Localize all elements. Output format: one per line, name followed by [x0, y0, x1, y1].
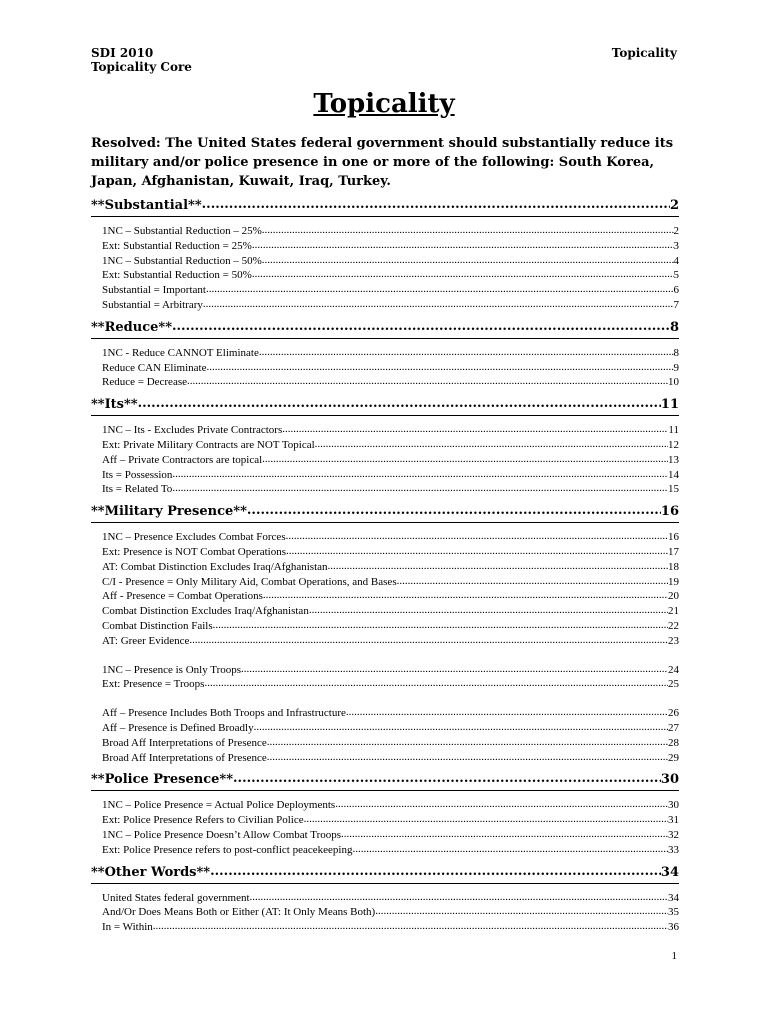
dot-leader	[335, 797, 668, 808]
toc-entry[interactable]	[91, 812, 679, 827]
toc-entry[interactable]	[91, 618, 679, 633]
header-event: SDI 2010	[91, 46, 154, 60]
toc-entry-page: 9	[673, 361, 679, 374]
toc-section-page: 8	[669, 319, 679, 335]
table-of-contents	[91, 196, 679, 940]
toc-entry-page: 15	[668, 483, 679, 496]
toc-section-heading[interactable]	[91, 395, 679, 413]
toc-entry-page: 12	[668, 438, 679, 451]
resolution-text: Resolved: The United States federal government should substantially reduce its military and/or police presence in one or more of the following: South Korea, Japan, Afghanistan, Kuwait, Iraq, Turkey.	[91, 136, 674, 189]
toc-entry-page: 30	[668, 799, 679, 812]
toc-section-page: 11	[660, 397, 679, 413]
dot-leader	[241, 662, 668, 673]
section-divider	[91, 790, 679, 791]
toc-entry-label: Reduce = Decrease	[102, 376, 187, 389]
dot-leader	[247, 502, 661, 515]
dot-leader	[153, 919, 668, 930]
dot-leader	[259, 345, 674, 356]
dot-leader	[328, 559, 668, 570]
dot-leader	[262, 223, 674, 234]
dot-leader	[263, 588, 668, 599]
toc-entry-page: 23	[668, 634, 679, 647]
dot-leader	[138, 395, 661, 408]
toc-entry[interactable]	[91, 267, 679, 282]
toc-entry[interactable]	[91, 253, 679, 268]
dot-leader	[262, 452, 668, 463]
toc-entry-label: Ext: Substantial Reduction = 50%	[102, 269, 252, 282]
toc-entry[interactable]	[91, 705, 679, 720]
toc-entry-page: 6	[673, 284, 679, 297]
dot-leader	[286, 544, 668, 555]
toc-entry[interactable]	[91, 797, 679, 812]
toc-entry[interactable]	[91, 282, 679, 297]
dot-leader	[254, 720, 668, 731]
toc-section-heading[interactable]	[91, 196, 679, 214]
dot-leader	[397, 574, 668, 585]
toc-section-page: 2	[669, 198, 679, 213]
section-spacer	[91, 934, 679, 940]
toc-section	[91, 318, 679, 395]
toc-entry-page: 29	[668, 751, 679, 764]
toc-section-label: **Reduce**	[91, 319, 172, 335]
dot-leader	[206, 360, 673, 371]
toc-entry[interactable]	[91, 238, 679, 253]
toc-entry[interactable]	[91, 842, 679, 857]
toc-entry[interactable]	[91, 633, 679, 648]
toc-entry-page: 35	[668, 906, 679, 919]
toc-entry-label: Its = Possession	[102, 468, 173, 481]
dot-leader	[262, 253, 674, 264]
dot-leader	[172, 318, 670, 331]
toc-entry-page: 8	[673, 346, 679, 359]
toc-section-page: 34	[660, 864, 679, 880]
section-divider	[91, 216, 679, 217]
toc-entry-label: Ext: Presence is NOT Combat Operations	[102, 545, 287, 558]
toc-entry-label: 1NC – Its - Excludes Private Contractors	[102, 424, 283, 437]
dot-leader	[267, 735, 668, 746]
toc-section-label: **Its**	[91, 397, 138, 413]
toc-entry[interactable]	[91, 422, 679, 437]
toc-entry-label: Broad Aff Interpretations of Presence	[102, 736, 267, 749]
toc-section-page: 16	[660, 504, 679, 520]
toc-entry[interactable]	[91, 223, 679, 238]
toc-section-label: **Police Presence**	[91, 772, 234, 788]
toc-section	[91, 863, 679, 940]
dot-leader	[203, 297, 674, 308]
toc-entry-label: C/I - Presence = Only Military Aid, Combat Operations, and Bases	[102, 575, 397, 588]
dot-leader	[204, 676, 668, 687]
toc-entry-page: 36	[668, 921, 679, 934]
toc-entry-page: 32	[668, 828, 679, 841]
dot-leader	[210, 863, 661, 876]
toc-entry-page: 26	[668, 707, 679, 720]
section-divider	[91, 338, 679, 339]
toc-entry-label: 1NC – Police Presence Doesn’t Allow Combat Troops	[102, 828, 342, 841]
section-divider	[91, 522, 679, 523]
dot-leader	[187, 374, 668, 385]
toc-entry[interactable]	[91, 360, 679, 375]
toc-entry[interactable]	[91, 662, 679, 677]
dot-leader	[309, 603, 668, 614]
toc-section	[91, 395, 679, 502]
toc-entry-label: 1NC – Substantial Reduction – 50%	[102, 254, 262, 267]
dot-leader	[189, 633, 668, 644]
section-divider	[91, 883, 679, 884]
toc-entry-label: 1NC – Police Presence = Actual Police Deployments	[102, 799, 336, 812]
toc-entry-label: Reduce CAN Eliminate	[102, 361, 207, 374]
dot-leader	[252, 267, 674, 278]
toc-entry[interactable]	[91, 559, 679, 574]
dot-leader	[206, 282, 674, 293]
toc-entry[interactable]	[91, 574, 679, 589]
toc-entry-page: 27	[668, 721, 679, 734]
dot-leader	[252, 238, 674, 249]
toc-entry-page: 3	[673, 239, 679, 252]
toc-entry-label: Ext: Private Military Contracts are NOT Topical	[102, 438, 315, 451]
toc-entry-label: 1NC - Reduce CANNOT Eliminate	[102, 346, 259, 359]
page-title: Topicality	[313, 89, 455, 119]
header-file-title: Topicality Core	[91, 60, 192, 74]
toc-section-label: **Military Presence**	[91, 504, 247, 520]
toc-entry-page: 18	[668, 560, 679, 573]
toc-entry-label: 1NC – Presence Excludes Combat Forces	[102, 531, 286, 544]
toc-entry[interactable]	[91, 544, 679, 559]
page-number: 1	[671, 950, 677, 962]
toc-entry-label: United States federal government	[102, 891, 250, 904]
dot-leader	[341, 827, 668, 838]
toc-entry-page: 28	[668, 736, 679, 749]
toc-entry-label: Ext: Police Presence refers to post-conflict peacekeeping	[102, 843, 353, 856]
toc-entry-label: Combat Distinction Excludes Iraq/Afghanistan	[102, 605, 309, 618]
toc-entry-page: 4	[673, 254, 679, 267]
toc-entry-page: 11	[668, 424, 679, 437]
toc-entry-label: Ext: Police Presence Refers to Civilian Police	[102, 814, 304, 827]
toc-entry-label: Combat Distinction Fails	[102, 619, 213, 632]
toc-section-heading[interactable]	[91, 770, 679, 788]
toc-entry-label: 1NC – Presence is Only Troops	[102, 663, 242, 676]
toc-entry-label: Ext: Substantial Reduction = 25%	[102, 239, 252, 252]
toc-entry[interactable]	[91, 588, 679, 603]
running-header-right: Topicality	[611, 46, 677, 60]
toc-entry[interactable]	[91, 345, 679, 360]
toc-entry-page: 5	[673, 269, 679, 282]
dot-leader	[315, 437, 668, 448]
group-spacer	[91, 691, 679, 705]
toc-section	[91, 770, 679, 862]
dot-leader	[172, 467, 668, 478]
dot-leader	[267, 750, 668, 761]
toc-entry[interactable]	[91, 904, 679, 919]
toc-entry-page: 22	[668, 619, 679, 632]
toc-entry-page: 31	[668, 814, 679, 827]
dot-leader	[375, 904, 668, 915]
toc-entry-label: Broad Aff Interpretations of Presence	[102, 751, 267, 764]
toc-entry-label: Its = Related To	[102, 483, 173, 496]
toc-entry-label: Ext: Presence = Troops	[102, 678, 205, 691]
toc-entry-page: 10	[668, 376, 679, 389]
dot-leader	[304, 812, 668, 823]
toc-entry-page: 2	[673, 225, 679, 237]
dot-leader	[286, 529, 668, 540]
toc-section	[91, 502, 679, 770]
dot-leader	[172, 481, 668, 492]
toc-entry-page: 20	[668, 590, 679, 603]
toc-entry[interactable]	[91, 827, 679, 842]
dot-leader	[233, 770, 661, 783]
toc-entry[interactable]	[91, 297, 679, 312]
toc-section-heading[interactable]	[91, 863, 679, 881]
toc-entry[interactable]	[91, 603, 679, 618]
toc-entry-label: Aff - Presence = Combat Operations	[102, 590, 263, 603]
toc-entry[interactable]	[91, 750, 679, 765]
toc-entry[interactable]	[91, 529, 679, 544]
toc-entry-page: 21	[668, 605, 679, 618]
toc-entry[interactable]	[91, 452, 679, 467]
toc-entry[interactable]	[91, 437, 679, 452]
toc-entry-label: Aff – Presence Includes Both Troops and Infrastructure	[102, 707, 346, 720]
dot-leader	[250, 890, 668, 901]
toc-section-label: **Substantial**	[91, 198, 202, 213]
toc-entry-label: Substantial = Important	[102, 284, 206, 297]
toc-section	[91, 196, 679, 318]
toc-entry-page: 14	[668, 468, 679, 481]
toc-entry-page: 13	[668, 453, 679, 466]
dot-leader	[352, 842, 668, 853]
toc-entry[interactable]	[91, 720, 679, 735]
toc-entry-page: 17	[668, 545, 679, 558]
toc-entry-page: 24	[668, 663, 679, 676]
running-header-left	[91, 46, 192, 74]
toc-entry[interactable]	[91, 890, 679, 905]
toc-entry-page: 33	[668, 843, 679, 856]
toc-entry-label: AT: Combat Distinction Excludes Iraq/Afghanistan	[102, 560, 328, 573]
toc-section-label: **Other Words**	[91, 864, 211, 880]
toc-entry[interactable]	[91, 919, 679, 934]
section-divider	[91, 415, 679, 416]
toc-entry-label: And/Or Does Means Both or Either (AT: It Only Means Both)	[102, 906, 376, 919]
toc-entry-page: 25	[668, 678, 679, 691]
toc-section-heading[interactable]	[91, 502, 679, 520]
toc-entry-page: 16	[668, 531, 679, 544]
toc-entry-label: AT: Greer Evidence	[102, 634, 190, 647]
toc-entry-page: 7	[673, 298, 679, 311]
dot-leader	[346, 705, 668, 716]
toc-entry-label: Substantial = Arbitrary	[102, 298, 203, 311]
toc-entry[interactable]	[91, 374, 679, 389]
dot-leader	[202, 196, 670, 209]
group-spacer	[91, 648, 679, 662]
toc-entry-label: Aff – Private Contractors are topical	[102, 453, 263, 466]
toc-entry[interactable]	[91, 735, 679, 750]
toc-section-page: 30	[660, 772, 679, 788]
toc-entry[interactable]	[91, 467, 679, 482]
toc-section-heading[interactable]	[91, 318, 679, 336]
dot-leader	[213, 618, 668, 629]
toc-entry-page: 19	[668, 575, 679, 588]
toc-entry-label: In = Within	[102, 921, 153, 934]
toc-entry[interactable]	[91, 676, 679, 691]
toc-entry-label: 1NC – Substantial Reduction – 25%	[102, 225, 262, 237]
toc-entry-label: Aff – Presence is Defined Broadly	[102, 721, 254, 734]
dot-leader	[282, 422, 668, 433]
toc-entry-page: 34	[668, 891, 679, 904]
toc-entry[interactable]	[91, 481, 679, 496]
